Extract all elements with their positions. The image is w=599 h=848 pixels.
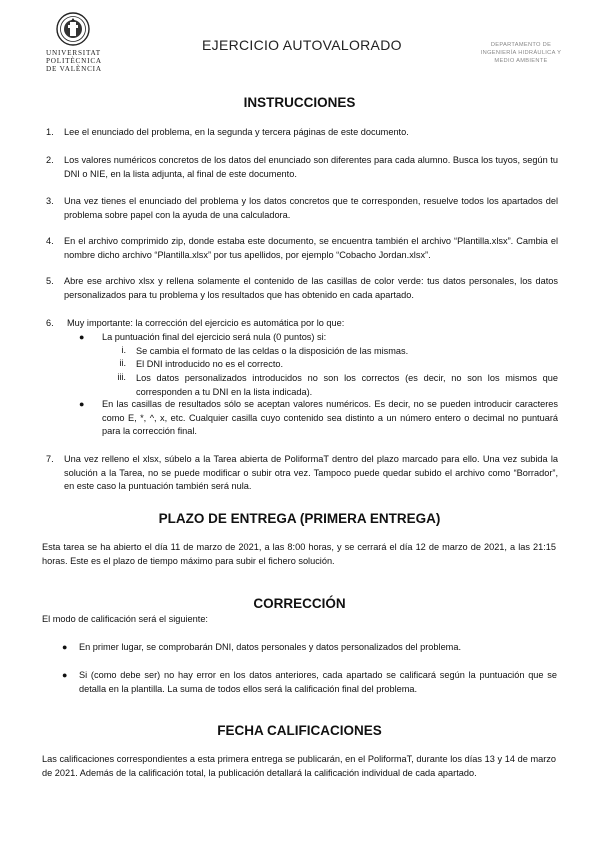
- fecha-heading: FECHA CALIFICACIONES: [217, 723, 382, 738]
- dept-line-2: INGENIERÍA HIDRÁULICA Y: [480, 50, 562, 56]
- roman-item-text: Se cambia el formato de las celdas o la disposición de las mismas.: [136, 346, 409, 356]
- dept-line-1: DEPARTAMENTO DE: [490, 42, 552, 48]
- item-text: Abre ese archivo xlsx y rellena solamente el contenido de las casillas de color verde: tus datos personales, los datos personalizados para tu problema y los resultados que has obtenido en cada apartado.: [64, 276, 558, 300]
- item-number: 2.: [46, 155, 54, 165]
- document-title: EJERCICIO AUTOVALORADO: [202, 37, 402, 53]
- item-number: 5.: [46, 276, 54, 286]
- fecha-text: Las calificaciones correspondientes a esta primera entrega se publicarán, en el PoliformaT, durante los días 13 y 14 de marzo de 2021. Además de la calificación total, la publicación detallará la calificación individual de cada apartado.: [42, 754, 556, 778]
- correccion-heading: CORRECCIÓN: [253, 596, 346, 611]
- logo-line-2: POLITÈCNICA: [46, 57, 102, 65]
- roman-number: i.: [121, 345, 126, 355]
- plazo-heading: PLAZO DE ENTREGA (PRIMERA ENTREGA): [158, 511, 441, 526]
- item-number: 1.: [46, 127, 54, 137]
- roman-number: iii.: [117, 372, 126, 382]
- bullet-icon: ●: [79, 399, 85, 409]
- item-text: En el archivo comprimido zip, donde estaba este documento, se encuentra también el archivo “Plantilla.xlsx”. Cambia el nombre dicho archivo “Plantilla.xlsx” por tus apellidos, por ejemplo “Cobacho Jordan.xlsx”.: [64, 236, 558, 260]
- correccion-intro: El modo de calificación será el siguiente:: [42, 614, 208, 624]
- bullet-icon: ●: [62, 642, 68, 652]
- item-text: Una vez tienes el enunciado del problema y los datos concretos que te corresponden, resuelve todos los apartados del problema sobre papel con la ayuda de una calculadora.: [64, 196, 558, 220]
- bullet-icon: ●: [62, 670, 68, 680]
- correccion-bullet-1: En primer lugar, se comprobarán DNI, datos personales y datos personalizados del problema.: [79, 642, 461, 652]
- item-text: Lee el enunciado del problema, en la segunda y tercera páginas de este documento.: [64, 127, 409, 137]
- roman-item-text: El DNI introducido no es el correcto.: [136, 359, 284, 369]
- instrucciones-heading: INSTRUCCIONES: [243, 95, 356, 110]
- university-logo: [46, 12, 102, 76]
- item-text: Una vez relleno el xlsx, súbelo a la Tarea abierta de PoliformaT dentro del plazo marcado para ello. Una vez subida la solución a la Tarea, no se puede modificar o subir otra vez. Tampoco puede quedar subido el archivo como “Borrador”, en este caso la puntuación también será nula.: [64, 454, 558, 491]
- item-number: 4.: [46, 236, 54, 246]
- item-text: Los valores numéricos concretos de los datos del enunciado son diferentes para cada alumno. Busca los tuyos, según tu DNI o NIE, en la lista adjunta, al final de este documento.: [64, 155, 558, 179]
- university-seal-icon: [56, 12, 90, 46]
- dept-line-3: MEDIO AMBIENTE: [494, 58, 548, 64]
- item-number: 6.: [46, 318, 54, 328]
- bullet-icon: ●: [79, 332, 85, 342]
- logo-line-1: UNIVERSITAT: [46, 49, 101, 57]
- department-name: [466, 41, 576, 65]
- item-text: Muy importante: la corrección del ejercicio es automática por lo que:: [67, 318, 345, 328]
- roman-item-text: Los datos personalizados introducidos no son los correctos (es decir, no son los mismos que corresponden a tu DNI en la lista indicada).: [136, 373, 558, 397]
- item-number: 3.: [46, 196, 54, 206]
- item6-bullet-1: La puntuación final del ejercicio será nula (0 puntos) si:: [102, 332, 327, 342]
- item6-bullet-2: En las casillas de resultados sólo se aceptan valores numéricos. Es decir, no se pueden introducir caracteres como E, *, ^, x, etc. Cualquier casilla cuyo contenido sea distinto a un número entero o decimal no puntuará para la corrección final.: [102, 399, 558, 436]
- correccion-bullet-2: Si (como debe ser) no hay error en los datos anteriores, cada apartado se calificará según la puntuación que se detalla en la plantilla. La suma de todos ellos será la calificación final del problema.: [79, 670, 557, 694]
- roman-number: ii.: [119, 358, 126, 368]
- plazo-text: Esta tarea se ha abierto el día 11 de marzo de 2021, a las 8:00 horas, y se cerrará el día 12 de marzo de 2021, a las 21:15 horas. Este es el plazo de tiempo máximo para subir el fichero solución.: [42, 542, 556, 566]
- university-name: [46, 49, 106, 73]
- logo-line-3: DE VALÈNCIA: [46, 65, 102, 73]
- item-number: 7.: [46, 454, 54, 464]
